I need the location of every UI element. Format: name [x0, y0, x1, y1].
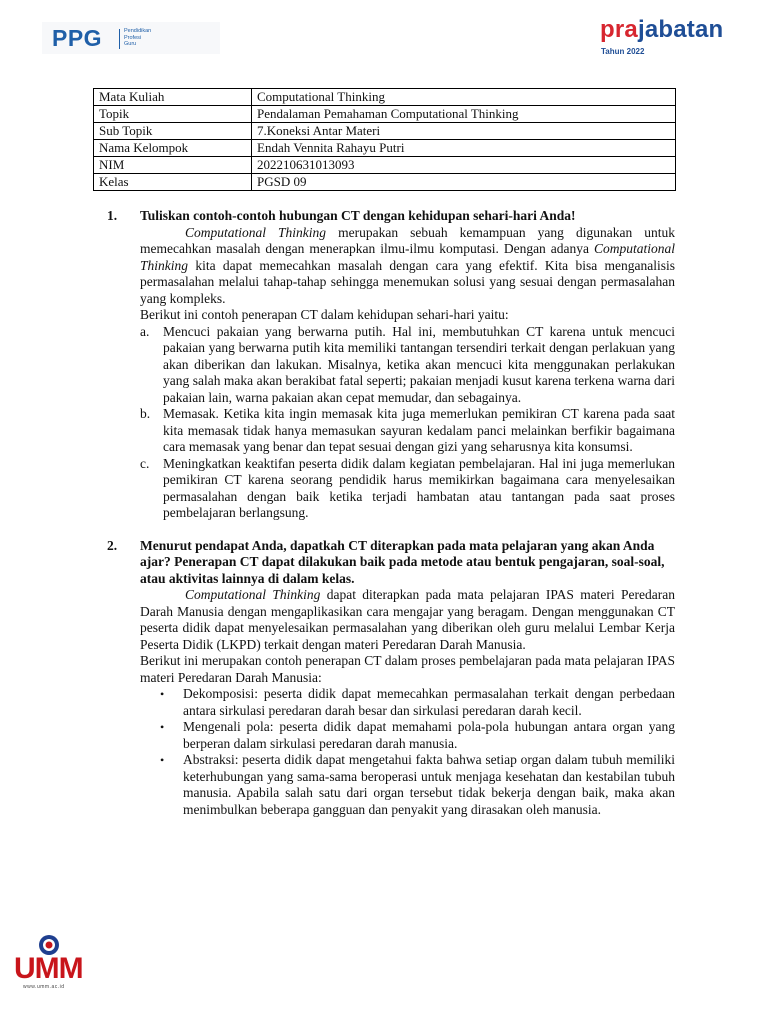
answer-text: kita dapat memecahkan masalah dengan cara yang efektif. Kita bisa menganalisis permasalahan melalui tahap-tahap sehingga menemukan solusi yang sesuai dengan permasalahan yang kompleks.: [140, 257, 675, 306]
table-row: [94, 106, 676, 123]
list-item: [160, 752, 675, 818]
italic-term: Computational Thinking: [185, 224, 327, 240]
question-1: [107, 208, 675, 225]
list-text: Memasak. Ketika kita ingin memasak kita juga memerlukan pemikiran CT karena pada saat kita memasak tidak hanya memasukan sayuran kedalam panci melainkan berfikir bagaimana cara memasak yang benar dan tepat sesuai dengan gizi yang seharusnya kita konsumsi.: [163, 406, 675, 454]
table-row: [94, 89, 676, 106]
table-key: Kelas: [94, 174, 252, 191]
answer-paragraph: [140, 225, 675, 308]
question-number: 1.: [107, 208, 118, 223]
list-item: [140, 406, 675, 456]
question-2: [107, 538, 675, 588]
bullet-marker: •: [160, 753, 165, 767]
table-row: [94, 123, 676, 140]
umm-logo-text: UMM: [14, 952, 83, 985]
bullet-marker: •: [160, 720, 165, 734]
answer-paragraph: [140, 587, 675, 653]
table-key: Mata Kuliah: [94, 89, 252, 106]
prajabatan-year: Tahun 2022: [601, 47, 645, 56]
prajabatan-logo: [600, 16, 723, 44]
bullet-marker: •: [160, 687, 165, 701]
table-row: [94, 174, 676, 191]
answer-text: dapat diterapkan pada mata pelajaran IPAS materi Peredaran Darah Manusia dengan mengaplikasikan cara mengajar yang beragam. Dengan menggunakan CT peserta didik dapat menyelesaikan permasalahan yang diberikan oleh guru melalui Lembar Kerja Peserta Didik (LKPD) terkait dengan materi Peredaran Darah Manusia.: [140, 587, 675, 652]
table-key: Nama Kelompok: [94, 140, 252, 157]
ppg-subtitle: [124, 28, 151, 48]
list-item: [160, 719, 675, 752]
document-body: [107, 208, 675, 818]
question-text: Tuliskan contoh-contoh hubungan CT dengan kehidupan sehari-hari Anda!: [140, 208, 576, 223]
bullet-list: [160, 686, 675, 818]
question-number: 2.: [107, 537, 118, 553]
answer-paragraph: Berikut ini merupakan contoh penerapan CT dalam proses pembelajaran pada mata pelajaran IPAS materi Peredaran Darah Manusia:: [140, 653, 675, 685]
ppg-subtitle-line: Guru: [124, 41, 137, 47]
prajabatan-logo-part: jabatan: [637, 16, 724, 43]
table-value: 202210631013093: [252, 157, 676, 174]
list-text: Meningkatkan keaktifan peserta didik dalam kegiatan pembelajaran. Hal ini juga memerlukan pemikiran CT karena seorang pendidik harus memikirkan bagaimana cara menyelesaikan permasalahan dengan baik ketika terjadi hambatan atau tantangan pada saat proses pembelajaran berlangsung.: [163, 455, 675, 520]
list-item: [140, 456, 675, 522]
umm-url: www.umm.ac.id: [23, 984, 65, 990]
table-key: Topik: [94, 106, 252, 123]
answer-paragraph: Berikut ini contoh penerapan CT dalam kehidupan sehari-hari yaitu:: [140, 307, 509, 322]
table-value: Computational Thinking: [252, 89, 676, 106]
list-item: [160, 686, 675, 719]
question-text: Menurut pendapat Anda, dapatkah CT diterapkan pada mata pelajaran yang akan Anda ajar? Penerapan CT dapat dilakukan baik pada metode atau bentuk pengajaran, soal-soal, atau aktivitas lainnya di dalam kelas.: [140, 537, 665, 586]
table-value: Endah Vennita Rahayu Putri: [252, 140, 676, 157]
umm-logo: [14, 930, 114, 1000]
list-marker: a.: [140, 323, 150, 339]
list-item: [140, 324, 675, 407]
ppg-logo: PPG: [52, 25, 103, 51]
ppg-logo-divider: [119, 29, 120, 49]
page-header: [0, 0, 768, 62]
list-text: Mengenali pola: peserta didik dapat memahami pola-pola hubungan antara organ yang berperan dalam sirkulasi peredaran darah manusia.: [183, 719, 675, 751]
table-value: Pendalaman Pemahaman Computational Thinking: [252, 106, 676, 123]
table-row: [94, 140, 676, 157]
list-text: Abstraksi: peserta didik dapat mengetahui fakta bahwa setiap organ dalam tubuh memiliki keterhubungan yang sama-sama beroperasi untuk menjaga kesehatan dan kestabilan tubuh manusia. Apabila salah satu dari organ tersebut tidak bekerja dengan baik, maka akan menimbulkan beberapa gangguan dan penyakit yang dirasakan oleh manusia.: [183, 752, 675, 817]
table-value: PGSD 09: [252, 174, 676, 191]
table-row: [94, 157, 676, 174]
ppg-subtitle-line: Pendidikan: [124, 28, 152, 34]
table-key: NIM: [94, 157, 252, 174]
table-key: Sub Topik: [94, 123, 252, 140]
info-table: [93, 88, 676, 191]
prajabatan-logo-part: pra: [600, 16, 638, 43]
italic-term: Computational Thinking: [140, 241, 675, 273]
list-text: Dekomposisi: peserta didik dapat memecahkan permasalahan terkait dengan perbedaan antara sirkulasi peredaran darah besar dan sirkulasi peredaran darah kecil.: [183, 686, 675, 718]
list-marker: b.: [140, 406, 151, 421]
italic-term: Computational Thinking: [185, 587, 321, 602]
list-marker: c.: [140, 455, 150, 471]
list-text: Mencuci pakaian yang berwarna putih. Hal ini, membutuhkan CT karena untuk mencuci pakaian yang berwarna putih kita memiliki tantangan tersendiri terkait dengan perlakuan yang akan diberikan dan lakukan. Misalnya, ketika akan mencuci kita menggunakan perlakukan yang salah maka akan berakibat fatal seperti; pakaian menjadi kusut karena terkena warna dari pakaian lain, warna pakaian akan cepat memudar, dan sebagainya.: [163, 323, 675, 405]
ppg-subtitle-line: Profesi: [124, 34, 142, 41]
example-list: [140, 324, 675, 522]
section-gap: [107, 522, 675, 538]
table-value: 7.Koneksi Antar Materi: [252, 123, 676, 140]
answer-text: merupakan sebuah kemampuan yang digunakan untuk memecahkan masalah dengan menerapkan ilmu-ilmu komputasi. Dengan adanya: [140, 224, 675, 256]
